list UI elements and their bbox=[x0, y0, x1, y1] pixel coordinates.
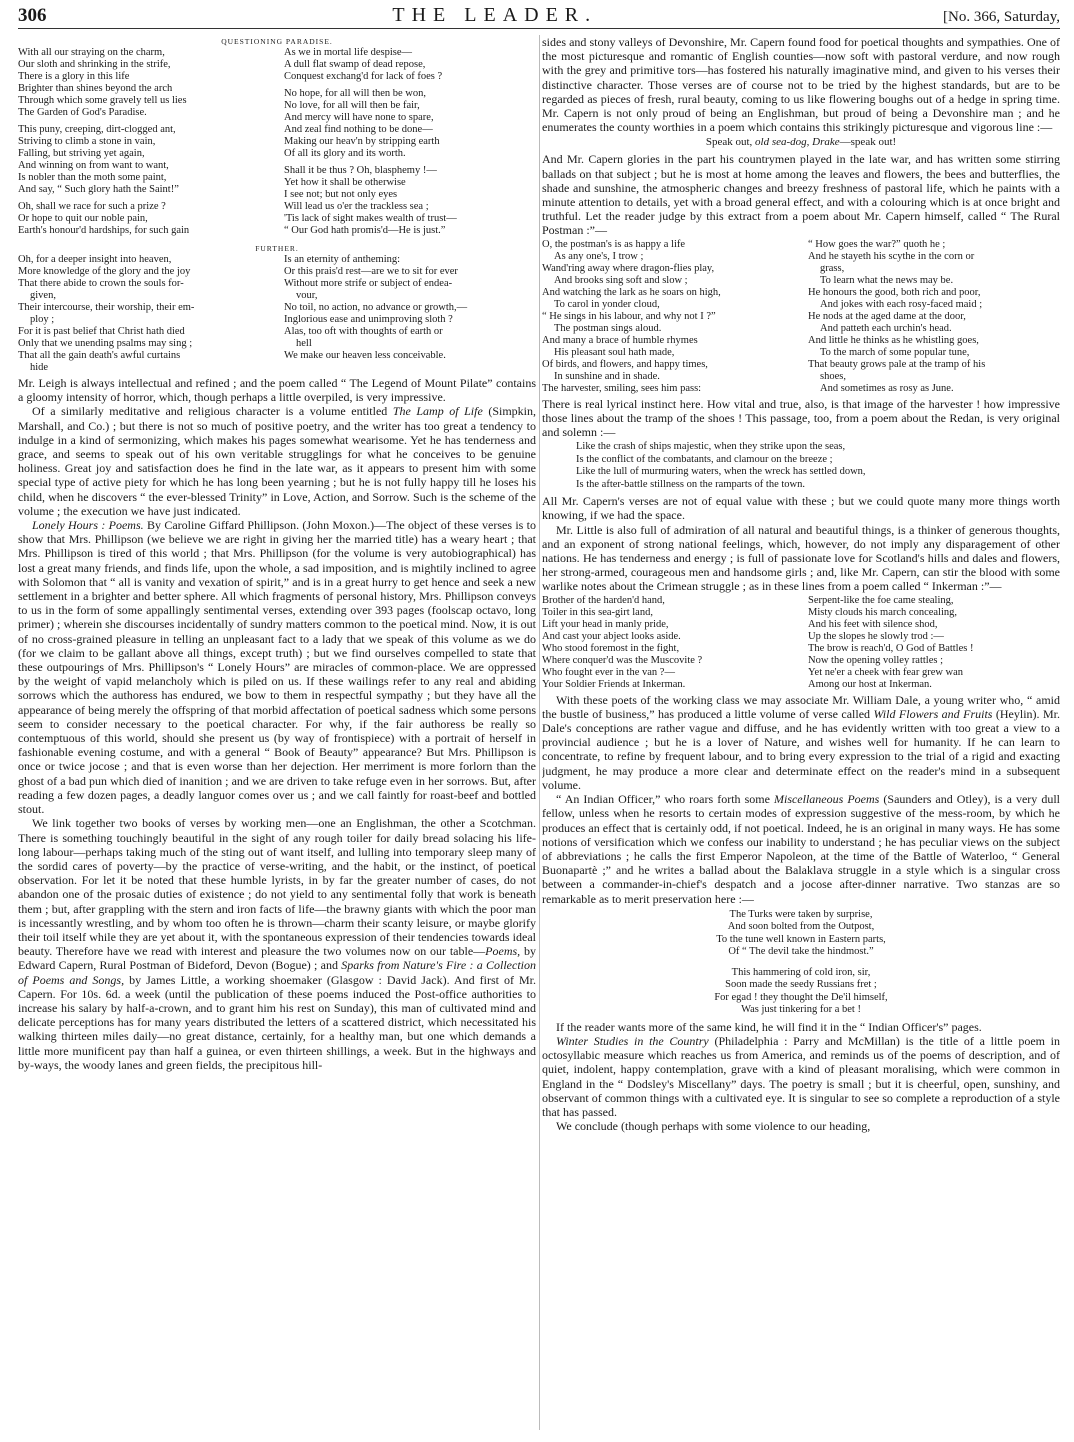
verse-line: Without more strife or subject of endea- bbox=[284, 278, 453, 289]
verse-line: This puny, creeping, dirt-clogged ant, bbox=[18, 124, 176, 135]
poem-inkerman bbox=[542, 595, 1060, 691]
verse-line: hell bbox=[296, 338, 312, 349]
verse-line: I see not; but not only eyes bbox=[284, 189, 398, 200]
paragraph-winter-studies: Winter Studies in the Country (Philadelphia : Parry and McMillan) is the title of a little poem in octosyllabic measure which reaches us from America, and reminds us of the poems of description, and of quiet, indolent, happy contemplation, grave with a kind of pleasant moralising, which were common in England in the “ Dodsley's Miscellany” days. The poetry is small ; but it is cheerful, open, sunshiny, and observant of common things with a cultivated eye. It is singular to see so complete a reproduction of a style that has passed. bbox=[542, 1033, 1060, 1119]
columns bbox=[18, 35, 1060, 1430]
verse-line: Among our host at Inkerman. bbox=[808, 678, 932, 690]
verse-line: And his feet with silence shod, bbox=[808, 618, 938, 630]
verse-line: Will lead us o'er the trackless sea ; bbox=[284, 201, 429, 212]
verse-line: Alas, too oft with thoughts of earth or bbox=[284, 326, 443, 337]
column-rule bbox=[539, 35, 540, 1430]
page-number: 306 bbox=[18, 5, 47, 26]
verse-line: Only that we unending psalms may sing ; bbox=[18, 338, 193, 349]
verse-line: “ Our God hath promis'd—He is just.” bbox=[284, 225, 446, 236]
verse-line: And winning on from want to want, bbox=[18, 160, 169, 171]
verse-line: To the tune well known in Eastern parts, bbox=[716, 933, 886, 945]
poem-column-1 bbox=[18, 47, 270, 242]
stanza bbox=[284, 165, 536, 237]
verse-line: Or this prais'd rest—are we to sit for ever bbox=[284, 266, 458, 277]
poem-rural-postman bbox=[542, 239, 1060, 395]
verse-line: The harvester, smiling, sees him pass: bbox=[542, 382, 702, 394]
stanza bbox=[284, 88, 536, 160]
verse-line: Brother of the harden'd hand, bbox=[542, 594, 665, 606]
verse-line: The Turks were taken by surprise, bbox=[729, 908, 873, 920]
verse-line: Now the opening volley rattles ; bbox=[808, 654, 944, 666]
verse-line: And patteth each urchin's head. bbox=[820, 322, 952, 334]
verse-line: And zeal find nothing to be done— bbox=[284, 124, 433, 135]
verse-line: grass, bbox=[820, 262, 845, 274]
verse-line: That there abide to crown the souls for- bbox=[18, 278, 184, 289]
verse-line: And brooks sing soft and slow ; bbox=[554, 274, 688, 286]
verse-line: Of all its glory and its worth. bbox=[284, 148, 406, 159]
issue-label: [No. 366, Saturday, bbox=[943, 9, 1060, 25]
verse-line: More knowledge of the glory and the joy bbox=[18, 266, 191, 277]
verse-line: A dull flat swamp of dead repose, bbox=[284, 59, 426, 70]
verse-line: Like the lull of murmuring waters, when the wreck has settled down, bbox=[576, 466, 866, 478]
book-title: Wild Flowers and Fruits bbox=[873, 706, 993, 721]
verse-line: For it is past belief that Christ hath died bbox=[18, 326, 185, 337]
right-column bbox=[542, 35, 1060, 1430]
verse-line: given, bbox=[30, 290, 56, 301]
verse-line: And soon bolted from the Outpost, bbox=[727, 921, 875, 933]
verse-line: Up the slopes he slowly trod :— bbox=[808, 630, 944, 642]
book-title: Lonely Hours : Poems. bbox=[32, 518, 144, 533]
verse-line: Serpent-like the foe came stealing, bbox=[808, 594, 954, 606]
verse-line: Our sloth and shrinking in the strife, bbox=[18, 59, 171, 70]
verse-line: vour, bbox=[296, 290, 318, 301]
verse-line: hide bbox=[30, 362, 49, 373]
verse-line: Through which some gravely tell us lies bbox=[18, 95, 187, 106]
poem-column-2 bbox=[808, 595, 1060, 691]
poem-redan bbox=[576, 441, 1060, 491]
verse-line: Is the conflict of the combatants, and clamour on the breeze ; bbox=[576, 453, 833, 465]
paragraph-if-the-reader: If the reader wants more of the same kind, he will find it in the “ Indian Officer's” pages. bbox=[556, 1019, 982, 1034]
verse-line: Who fought ever in the van ?— bbox=[542, 666, 675, 678]
verse-line: Is an eternity of antheming: bbox=[284, 254, 401, 265]
verse-line: This hammering of cold iron, sir, bbox=[731, 966, 871, 978]
verse-line: No toil, no action, no advance or growth,— bbox=[284, 302, 468, 313]
verse-line: No love, for all will then be fair, bbox=[284, 100, 420, 111]
verse-line: Oh, shall we race for such a prize ? bbox=[18, 201, 166, 212]
verse-line: Inglorious ease and unimproving sloth ? bbox=[284, 314, 453, 325]
verse-line: And watching the lark as he soars on high, bbox=[542, 286, 721, 298]
verse-line: That beauty grows pale at the tramp of his bbox=[808, 358, 986, 370]
verse-line: For egad ! they thought the De'il himself, bbox=[714, 991, 888, 1003]
verse-line: His pleasant soul hath made, bbox=[554, 346, 675, 358]
masthead-title: THE LEADER. bbox=[392, 4, 598, 26]
paragraph-indian-officer: “ An Indian Officer,” who roars forth some Miscellaneous Poems (Saunders and Otley), is a very dull fellow, unless when he resorts to certain modes of expression suggestive of the mess-room, by which he produces an effect that is certainly odd, if not poetical. Indeed, he is an original in many ways. He has some notions of versification which we confess our inability to understand ; he has peculiar views on the subject of abbreviations ; he calls the first Emperor Napoleon, at the time of the Battle of Waterloo, “ General Buonapartè ;” and he writes a ballad about the Balaklava struggle in a style which is a singular cross between a commander-in-chief's despatch and a jocose after-dinner narrative. Two stanzas are so remarkable as to merit preservation here :— bbox=[542, 792, 1060, 906]
stanza bbox=[18, 201, 270, 237]
verse-line: And cast your abject looks aside. bbox=[542, 630, 681, 642]
poem-column-2 bbox=[808, 239, 1060, 395]
verse-line: As any one's, I trow ; bbox=[554, 250, 644, 262]
verse-line: To learn what the news may be. bbox=[820, 274, 954, 286]
book-title: Sparks from Nature's Fire : a Collection of Poems and Songs, bbox=[18, 958, 536, 987]
paragraph-capern-glories: And Mr. Capern glories in the part his countrymen played in the late war, and has written some stirring ballads on that subject ; but he is most at home among the leaves and flowers, the bees and butterflies, the shade and sunshine, the atmospheric changes and breezy freshness of pastoral life, which he paints with a minute attention to details, yet with a broad general effect, and with a colouring which is at once bright and truthful. Let the reader judge by this extract from a poem about Mr. Capern himself, called “ The Rural Postman :”— bbox=[542, 152, 1060, 238]
verse-line: And say, “ Such glory hath the Saint!” bbox=[18, 184, 179, 195]
poem-title-questioning-paradise: QUESTIONING PARADISE. bbox=[221, 37, 333, 46]
verse-line: As we in mortal life despise— bbox=[284, 47, 413, 58]
paragraph-devonshire: sides and stony valleys of Devonshire, Mr. Capern found food for poetical thoughts and sympathies. One of the most picturesque and romantic of English counties—now soft with pastoral verdure, and now rough with the grey and primitive tors—has fostered his naturally imaginative mind, and given to his verses their distinctive character. Those verses are of course not to be tried by the highest standards, but are to be regarded as pieces of fresh, rural beauty, coming to us like flowering boughs out of a hedge in spring time. Mr. Capern is not only proud of being an Englishman, but proud of being a Devonshire man ; and he enumerates the county worthies in a poem which contains this strikingly picturesque and vigorous line :— bbox=[542, 35, 1060, 135]
verse-line: shoes, bbox=[820, 370, 846, 382]
book-title: The Lamp of Life bbox=[392, 404, 483, 419]
verse-line: Yet ne'er a cheek with fear grew wan bbox=[808, 666, 964, 678]
verse-line: And he stayeth his scythe in the corn or bbox=[808, 250, 975, 262]
verse-line: Falling, but striving yet again, bbox=[18, 148, 145, 159]
verse-line: Is nobler than the moth some paint, bbox=[18, 172, 167, 183]
left-column bbox=[18, 35, 536, 1430]
book-title: Poems, bbox=[485, 944, 521, 959]
verse-line: Making our heav'n by stripping earth bbox=[284, 136, 440, 147]
verse-line: Misty clouds his march concealing, bbox=[808, 606, 958, 618]
paragraph-lyrical-instinct: There is real lyrical instinct here. How vital and true, also, is that image of the harvester ! how impressive those lines about the tramp of the shoes ! This passage, too, from a poem about the Redan, is very original and solemn :— bbox=[542, 396, 1060, 440]
poem-title-further: FURTHER. bbox=[255, 244, 299, 253]
verse-line: There is a glory in this life bbox=[18, 71, 130, 82]
verse-line: “ He sings in his labour, and why not I ?” bbox=[542, 310, 716, 322]
verse-line: O, the postman's is as happy a life bbox=[542, 238, 686, 250]
verse-line: Was just tinkering for a bet ! bbox=[741, 1004, 861, 1016]
paragraph-conclude: We conclude (though perhaps with some violence to our heading, bbox=[556, 1119, 871, 1134]
quoted-line-drake: Speak out, old sea-dog, Drake—speak out! bbox=[705, 136, 897, 149]
verse-line: Striving to climb a stone in vain, bbox=[18, 136, 156, 147]
verse-line: Wand'ring away where dragon-flies play, bbox=[542, 262, 715, 274]
verse-line: That all the gain death's awful curtains bbox=[18, 350, 181, 361]
verse-line: And little he thinks as he whistling goes, bbox=[808, 334, 979, 346]
verse-line: Toiler in this sea-girt land, bbox=[542, 606, 653, 618]
verse-line: He nods at the aged dame at the door, bbox=[808, 310, 966, 322]
stanza bbox=[284, 47, 536, 83]
verse-line: Soon made the seedy Russians fret ; bbox=[725, 979, 877, 991]
verse-line: Yet how it shall be otherwise bbox=[284, 177, 406, 188]
paragraph-all-capern: All Mr. Capern's verses are not of equal value with these ; but we could quote many more things worth knowing, if we had the space. bbox=[542, 494, 1060, 523]
verse-line: And many a brace of humble rhymes bbox=[542, 334, 698, 346]
verse-line: Is the after-battle stillness on the ramparts of the town. bbox=[576, 478, 805, 490]
verse-line: “ How goes the war?” quoth he ; bbox=[808, 238, 946, 250]
verse-line: ploy ; bbox=[30, 314, 55, 325]
poem-column-2 bbox=[284, 254, 536, 374]
paragraph-lamp-of-life: Of a similarly meditative and religious character is a volume entitled The Lamp of Life (Simpkin, Marshall, and Co.) ; but there is not so much of positive poetry, and the writer has too great a tendency to indulge in a kind of sermonizing, which makes his pages somewhat wearisome. Yet he has tenderness and grace, and seems to speak out of his own veritable strugglings for what he conceives to be genuine holiness. Great joy and satisfaction does he find in the late war, as it appears to present him with some special type of active piety for which he has long been yearning ; but he is not fully happy till he loses his child, when he discovers “ the ever-blessed Trinity” in Love, Action, and Sorrow. Such is the scheme of the volume ; the execution we have just indicated. bbox=[18, 404, 536, 518]
paragraph-little: Mr. Little is also full of admiration of all natural and beautiful things, is a thinker of generous thoughts, and an exponent of strong national feelings, which, however, do not imply any disparagement of other nations. He has tenderness and energy ; is full of passionate love for Scotland's hills and dales and flowers, her strong-armed, courageous men and handsome girls ; and, like Mr. Capern, can stir the blood with some warlike notes about the Crimean struggle ; as in these lines from a poem called “ Inkerman :”— bbox=[542, 522, 1060, 594]
verse-line: Like the crash of ships majestic, when they strike upon the seas, bbox=[576, 441, 846, 453]
poem-column-1 bbox=[542, 595, 794, 691]
poem-turks bbox=[542, 909, 1060, 1017]
verse-line: Lift your head in manly pride, bbox=[542, 618, 669, 630]
verse-line: Of “ The devil take the hindmost.” bbox=[728, 946, 874, 958]
verse-line: Where conquer'd was the Muscovite ? bbox=[542, 654, 703, 666]
verse-line: Their intercourse, their worship, their em- bbox=[18, 302, 195, 313]
stanza bbox=[18, 124, 270, 196]
verse-line: With all our straying on the charm, bbox=[18, 47, 165, 58]
verse-line: The postman sings aloud. bbox=[554, 322, 662, 334]
book-title: Miscellaneous Poems bbox=[773, 792, 880, 807]
stanza bbox=[18, 47, 270, 119]
verse-line: Shall it be thus ? Oh, blasphemy !— bbox=[284, 165, 437, 176]
verse-line: And sometimes as rosy as June. bbox=[820, 382, 954, 394]
paragraph-lonely-hours: Lonely Hours : Poems. By Caroline Giffard Phillipson. (John Moxon.)—The object of these verses is to show that Mrs. Phillipson (we believe we are right in giving her the married title) has a weary heart ; that Mrs. Phillipson is tired of this world ; that Mrs. Phillipson (for the volume is very autobiographical) has lost a great many friends, and finds life, upon the whole, a sad imposition, and is mightily inclined to agree with Solomon that “ all is vanity and vexation of spirit,” and is in a great hurry to get hence and seek a new settlement in a brighter and better sphere. All which fragments of personal history, Mrs. Phillipson conveys to us in the form of some appallingly sentimental verses, extending over 393 pages (foolscap octavo, long primer) ; wherein she discourses incidentally of sundry matters common to the poetical mind. Now, it is out of no cross-grained pleasure in telling an unpleasant fact to a lady that we speak of this volume as we do (for we claim to be gallant above all things, except truth) ; but we find ourselves compelled to state that these outpourings of Mrs. Phillipson's “ Lonely Hours” are miracles of common-place. We are oppressed by the weight of vapid melancholy which is piled on us. If these wailings refer to any real and abiding sorrows which the authoress has endured, we bow to them in respectful sympathy ; but they have all the appearance of being merely the offspring of that morbid affectation of poetical sadness which some persons seem to consider necessary to the poetical character. For why, if the fair authoress be really so contemptuous of this world, should she present us (by way of frontispiece) with a portrait of herself in fashionable evening costume, and with a general “ Book of Beauty” appearance? But Mrs. Phillipson is once or twice jocose ; and that is even worse than her dejection. Her merriment is more forlorn than the ghost of a bad pun which died of inanition ; and we are driven to take refuge even in her sorrows. But, after reading a few dozen pages, a deadly languor comes over us ; and we call faintly for roast-beef and bottled stout. bbox=[18, 518, 536, 817]
verse-line: Brighter than shines beyond the arch bbox=[18, 83, 173, 94]
verse-line: To the march of some popular tune, bbox=[820, 346, 970, 358]
verse-line: To carol in yonder cloud, bbox=[554, 298, 660, 310]
book-title: Winter Studies in the Country bbox=[556, 1033, 709, 1048]
poem-questioning-paradise bbox=[18, 47, 536, 242]
verse-line: The Garden of God's Paradise. bbox=[18, 107, 147, 118]
poem-column-1 bbox=[18, 254, 270, 374]
verse-line: Who stood foremost in the fight, bbox=[542, 642, 680, 654]
verse-line: He honours the good, both rich and poor, bbox=[808, 286, 981, 298]
verse-line: Conquest exchang'd for lack of foes ? bbox=[284, 71, 443, 82]
verse-line: In sunshine and in shade. bbox=[554, 370, 660, 382]
page-header bbox=[18, 4, 1060, 29]
verse-line: We make our heaven less conceivable. bbox=[284, 350, 446, 361]
verse-line: The brow is reach'd, O God of Battles ! bbox=[808, 642, 974, 654]
poem-column-2 bbox=[284, 47, 536, 242]
verse-line: And jokes with each rosy-faced maid ; bbox=[820, 298, 983, 310]
verse-line: No hope, for all will then be won, bbox=[284, 88, 427, 99]
verse-line: And mercy will have none to spare, bbox=[284, 112, 434, 123]
paragraph-leigh: Mr. Leigh is always intellectual and refined ; and the poem called “ The Legend of Mount Pilate” contains a gloomy intensity of horror, which, though perhaps a little overpiled, is very impressive. bbox=[18, 376, 536, 405]
poem-further bbox=[18, 254, 536, 374]
verse-line: 'Tis lack of sight makes wealth of trust— bbox=[284, 213, 457, 224]
paragraph-working-men: We link together two books of verses by working men—one an Englishman, the other a Scotchman. There is something touchingly beautiful in the sight of any rough toiler for daily bread solacing his life-long labour—perhaps taking much of the sting out of want itself, and lulling into temporary sleep many of the sordid cares of poverty—by the practice of verse-writing, and the habit, or the instinct, of poetical observation. For let it be noted that these humble lyrists, in by far the greater number of cases, do not abandon one of the prosaic duties of existence ; do not yield to any sentimental folly that work is beneath them ; but, after grappling with the stern and iron facts of life—the brawny giants with which the poor man is incessantly wrestling, and by whom too often he is thrown—charm their scanty leisure, or maybe glorify their toil itself while they are yet about it, with the spontaneous expression of their tendencies towards ideal beauty. Therefore have we read with interest and pleasure the two volumes now on our table—Poems, by Edward Capern, Rural Postman of Bideford, Devon (Bogue) ; and Sparks from Nature's Fire : a Collection of Poems and Songs, by James Little, a working shoemaker (Glasgow : David Jack). And first of Mr. Capern. For 10s. 6d. a week (until the publication of these poems induced the Post-office authorities to increase his salary by half-a-crown, and to grant him his rest on Sunday), this man of cultivated mind and delicate perceptions has for many years distributed the letters of a scattered district, which necessitated his walking thirteen miles daily—no great distance, certainly, for a healthy man, but one which demands a little more munificent pay than half a guinea, or even thirteen shillings, a week. But in the highways and by-ways, the woody lanes and green fields, the precipitous hill- bbox=[18, 816, 536, 1072]
stanza bbox=[542, 909, 1060, 959]
paragraph-dale: With these poets of the working class we may associate Mr. William Dale, a young writer who, “ amid the bustle of business,” has produced a little volume of verse called Wild Flowers and Fruits (Heylin). Mr. Dale's conceptions are rather vague and diffuse, and he has evidently written with too great a view to a provincial audience ; but he is a lover of Nature, and wishes well for humanity. If he can learn to concentrate, to refine by frequent labour, and to bring every expression to the trial of a rigid and exacting judgment, he may produce a more clear and determinate effect on the reader's mind in a subsequent volume. bbox=[542, 692, 1060, 792]
poem-column-1 bbox=[542, 239, 794, 395]
verse-line: Oh, for a deeper insight into heaven, bbox=[18, 254, 172, 265]
verse-line: Earth's honour'd hardships, for such gain bbox=[18, 225, 190, 236]
verse-line: Of birds, and flowers, and happy times, bbox=[542, 358, 708, 370]
stanza bbox=[542, 967, 1060, 1017]
verse-line: Your Soldier Friends at Inkerman. bbox=[542, 678, 686, 690]
verse-line: Or hope to quit our noble pain, bbox=[18, 213, 148, 224]
